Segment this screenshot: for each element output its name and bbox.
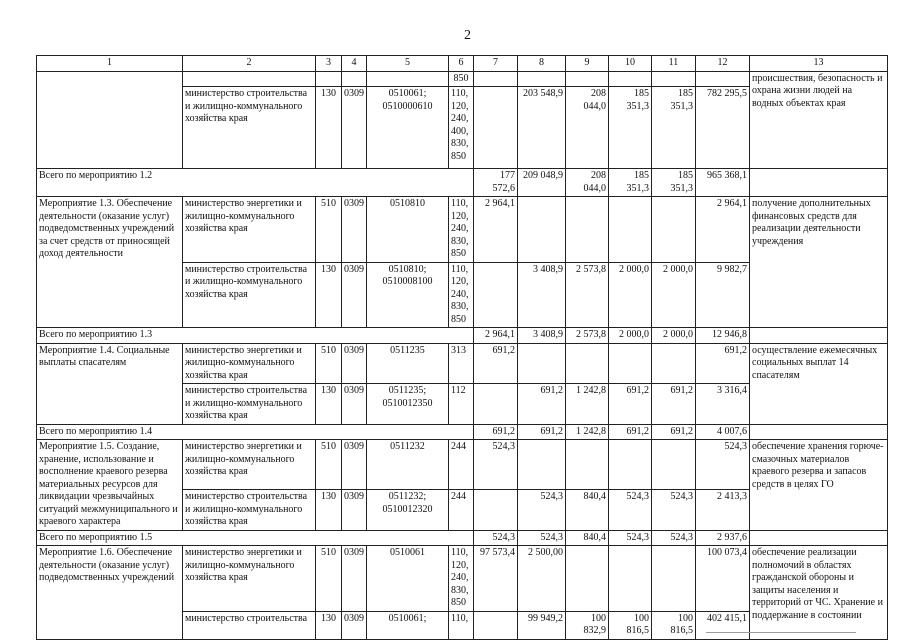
value-cell: 2 000,0 bbox=[652, 262, 696, 328]
total-cell: 3 316,4 bbox=[696, 384, 750, 425]
expense-type-cell: 244 bbox=[449, 440, 474, 490]
value-cell: 2 000,0 bbox=[609, 328, 652, 344]
measure-name-cell bbox=[37, 71, 183, 169]
rzpr-cell: 0309 bbox=[342, 384, 367, 425]
column-number: 13 bbox=[750, 56, 888, 72]
column-number: 1 bbox=[37, 56, 183, 72]
executor-cell: министерство энергетики и жилищно-коммунального хозяйства края bbox=[183, 440, 316, 490]
rzpr-cell: 0309 bbox=[342, 611, 367, 639]
total-label: Всего по мероприятию 1.4 bbox=[37, 424, 474, 440]
grbs-cell: 130 bbox=[316, 490, 342, 531]
table-row bbox=[37, 197, 888, 263]
executor-cell: министерство строительства и жилищно-коммунального хозяйства края bbox=[183, 490, 316, 531]
grbs-cell: 130 bbox=[316, 262, 342, 328]
value-cell bbox=[609, 440, 652, 490]
value-cell bbox=[474, 262, 518, 328]
total-cell: 965 368,1 bbox=[696, 169, 750, 197]
executor-cell: министерство энергетики и жилищно-коммунального хозяйства края bbox=[183, 343, 316, 384]
value-cell: 2 573,8 bbox=[566, 328, 609, 344]
total-cell: 2 413,3 bbox=[696, 490, 750, 531]
value-cell: 100 816,5 bbox=[652, 611, 696, 639]
value-cell: 208 044,0 bbox=[566, 169, 609, 197]
grbs-cell: 510 bbox=[316, 343, 342, 384]
table-row bbox=[37, 546, 888, 612]
grbs-cell: 130 bbox=[316, 611, 342, 639]
value-cell: 524,3 bbox=[652, 530, 696, 546]
total-cell: 2 964,1 bbox=[696, 197, 750, 263]
total-row bbox=[37, 530, 888, 546]
grbs-cell: 510 bbox=[316, 546, 342, 612]
total-row bbox=[37, 424, 888, 440]
value-cell bbox=[609, 343, 652, 384]
value-cell: 1 242,8 bbox=[566, 424, 609, 440]
value-cell bbox=[609, 546, 652, 612]
table-row bbox=[37, 343, 888, 384]
measure-name-cell: Мероприятие 1.6. Обеспечение деятельности (оказание услуг) подведомственных учреждений bbox=[37, 546, 183, 640]
value-cell: 691,2 bbox=[652, 384, 696, 425]
value-cell bbox=[518, 343, 566, 384]
value-cell bbox=[652, 546, 696, 612]
csr-cell: 0510810 bbox=[367, 197, 449, 263]
expense-type-cell: 313 bbox=[449, 343, 474, 384]
value-cell: 185 351,3 bbox=[652, 87, 696, 169]
column-number: 4 bbox=[342, 56, 367, 72]
value-cell: 2 573,8 bbox=[566, 262, 609, 328]
value-cell: 185 351,3 bbox=[609, 87, 652, 169]
rzpr-cell: 0309 bbox=[342, 343, 367, 384]
value-cell: 524,3 bbox=[474, 530, 518, 546]
value-cell bbox=[566, 197, 609, 263]
executor-cell: министерство строительства и жилищно-коммунального хозяйства края bbox=[183, 87, 316, 169]
csr-cell: 0511235 bbox=[367, 343, 449, 384]
value-cell bbox=[474, 87, 518, 169]
result-cell: получение дополнительных финансовых средств для реализации деятельности учреждения bbox=[750, 197, 888, 328]
value-cell: 2 964,1 bbox=[474, 197, 518, 263]
value-cell bbox=[652, 343, 696, 384]
value-cell: 1 242,8 bbox=[566, 384, 609, 425]
value-cell: 2 000,0 bbox=[609, 262, 652, 328]
total-row bbox=[37, 328, 888, 344]
table-row bbox=[37, 71, 888, 87]
value-cell: 203 548,9 bbox=[518, 87, 566, 169]
value-cell bbox=[566, 343, 609, 384]
total-row bbox=[37, 169, 888, 197]
csr-cell: 0511232; 0510012320 bbox=[367, 490, 449, 531]
value-cell: 524,3 bbox=[518, 490, 566, 531]
grbs-cell: 130 bbox=[316, 87, 342, 169]
value-cell: 524,3 bbox=[652, 490, 696, 531]
value-cell: 100 832,9 bbox=[566, 611, 609, 639]
value-cell: 100 816,5 bbox=[609, 611, 652, 639]
value-cell: 2 000,0 bbox=[652, 328, 696, 344]
value-cell bbox=[566, 440, 609, 490]
value-cell: 3 408,9 bbox=[518, 328, 566, 344]
column-number: 8 bbox=[518, 56, 566, 72]
measure-name-cell: Мероприятие 1.3. Обеспечение деятельности (оказание услуг) подведомственных учреждений за счет средств от приносящей доход деятельности bbox=[37, 197, 183, 328]
csr-cell: 0510061 bbox=[367, 546, 449, 612]
value-cell bbox=[652, 440, 696, 490]
grbs-cell: 510 bbox=[316, 440, 342, 490]
value-cell: 691,2 bbox=[518, 424, 566, 440]
total-cell: 782 295,5 bbox=[696, 87, 750, 169]
column-number-row bbox=[37, 56, 888, 72]
expense-type-cell: 110, 120, 240, 830, 850 bbox=[449, 197, 474, 263]
column-number: 10 bbox=[609, 56, 652, 72]
value-cell bbox=[474, 490, 518, 531]
value-cell: 99 949,2 bbox=[518, 611, 566, 639]
expense-type-cell: 112 bbox=[449, 384, 474, 425]
rzpr-cell: 0309 bbox=[342, 490, 367, 531]
value-cell: 209 048,9 bbox=[518, 169, 566, 197]
expense-type-cell: 110, 120, 240, 830, 850 bbox=[449, 546, 474, 612]
grbs-cell: 510 bbox=[316, 197, 342, 263]
executor-cell: министерство энергетики и жилищно-коммунального хозяйства края bbox=[183, 546, 316, 612]
column-number: 5 bbox=[367, 56, 449, 72]
executor-cell: министерство строительства bbox=[183, 611, 316, 639]
value-cell bbox=[474, 384, 518, 425]
budget-table bbox=[36, 55, 888, 640]
column-number: 12 bbox=[696, 56, 750, 72]
total-label: Всего по мероприятию 1.5 bbox=[37, 530, 474, 546]
total-label: Всего по мероприятию 1.3 bbox=[37, 328, 474, 344]
column-number: 3 bbox=[316, 56, 342, 72]
value-cell bbox=[652, 197, 696, 263]
total-cell: 4 007,6 bbox=[696, 424, 750, 440]
total-cell: 9 982,7 bbox=[696, 262, 750, 328]
value-cell: 691,2 bbox=[474, 343, 518, 384]
value-cell bbox=[566, 546, 609, 612]
expense-type-cell: 110, bbox=[449, 611, 474, 639]
table-row bbox=[37, 440, 888, 490]
rzpr-cell: 0309 bbox=[342, 440, 367, 490]
executor-cell: министерство энергетики и жилищно-коммунального хозяйства края bbox=[183, 197, 316, 263]
expense-type-cell: 110, 120, 240, 400, 830, 850 bbox=[449, 87, 474, 169]
value-cell bbox=[518, 197, 566, 263]
result-cell: обеспечение хранения горюче-смазочных материалов краевого резерва и запасов средств в целях ГО bbox=[750, 440, 888, 531]
expense-type-cell: 850 bbox=[449, 71, 474, 87]
value-cell: 2 500,00 bbox=[518, 546, 566, 612]
total-cell: 2 937,6 bbox=[696, 530, 750, 546]
column-number: 9 bbox=[566, 56, 609, 72]
value-cell: 177 572,6 bbox=[474, 169, 518, 197]
value-cell: 185 351,3 bbox=[652, 169, 696, 197]
column-number: 6 bbox=[449, 56, 474, 72]
csr-cell: 0510061; bbox=[367, 611, 449, 639]
value-cell: 691,2 bbox=[609, 384, 652, 425]
value-cell: 840,4 bbox=[566, 490, 609, 531]
expense-type-cell: 244 bbox=[449, 490, 474, 531]
column-number: 11 bbox=[652, 56, 696, 72]
total-cell: 100 073,4 bbox=[696, 546, 750, 612]
value-cell: 691,2 bbox=[518, 384, 566, 425]
value-cell: 524,3 bbox=[474, 440, 518, 490]
total-cell: 12 946,8 bbox=[696, 328, 750, 344]
result-cell: осуществление ежемесячных социальных выплат 14 спасателям bbox=[750, 343, 888, 424]
csr-cell: 0510061; 0510000610 bbox=[367, 87, 449, 169]
value-cell bbox=[609, 197, 652, 263]
value-cell: 691,2 bbox=[609, 424, 652, 440]
executor-cell: министерство строительства и жилищно-коммунального хозяйства края bbox=[183, 262, 316, 328]
value-cell bbox=[474, 611, 518, 639]
total-label: Всего по мероприятию 1.2 bbox=[37, 169, 474, 197]
csr-cell: 0511235; 0510012350 bbox=[367, 384, 449, 425]
value-cell: 208 044,0 bbox=[566, 87, 609, 169]
value-cell: 2 964,1 bbox=[474, 328, 518, 344]
value-cell: 691,2 bbox=[474, 424, 518, 440]
value-cell: 840,4 bbox=[566, 530, 609, 546]
value-cell: 3 408,9 bbox=[518, 262, 566, 328]
value-cell: 524,3 bbox=[518, 530, 566, 546]
value-cell bbox=[518, 440, 566, 490]
rzpr-cell: 0309 bbox=[342, 87, 367, 169]
value-cell: 524,3 bbox=[609, 530, 652, 546]
csr-cell: 0510810; 0510008100 bbox=[367, 262, 449, 328]
column-number: 7 bbox=[474, 56, 518, 72]
column-number: 2 bbox=[183, 56, 316, 72]
rzpr-cell: 0309 bbox=[342, 197, 367, 263]
page-number: 2 bbox=[464, 28, 471, 43]
rzpr-cell: 0309 bbox=[342, 546, 367, 612]
rzpr-cell: 0309 bbox=[342, 262, 367, 328]
expense-type-cell: 110, 120, 240, 830, 850 bbox=[449, 262, 474, 328]
total-cell: 402 415,1 bbox=[696, 611, 750, 639]
value-cell: 524,3 bbox=[609, 490, 652, 531]
scan-artifact-line bbox=[706, 632, 856, 635]
total-cell: 524,3 bbox=[696, 440, 750, 490]
csr-cell: 0511232 bbox=[367, 440, 449, 490]
result-cell: происшествия, безопасность и охрана жизни людей на водных объектах края bbox=[750, 71, 888, 169]
executor-cell: министерство строительства и жилищно-коммунального хозяйства края bbox=[183, 384, 316, 425]
value-cell: 97 573,4 bbox=[474, 546, 518, 612]
value-cell: 691,2 bbox=[652, 424, 696, 440]
result-cell: обеспечение реализации полномочий в областях гражданской обороны и защиты населения и территорий от ЧС. Хранение и поддержание в состоянии bbox=[750, 546, 888, 640]
value-cell: 185 351,3 bbox=[609, 169, 652, 197]
executor-cell bbox=[183, 71, 316, 87]
total-cell: 691,2 bbox=[696, 343, 750, 384]
grbs-cell: 130 bbox=[316, 384, 342, 425]
measure-name-cell: Мероприятие 1.4. Социальные выплаты спасателям bbox=[37, 343, 183, 424]
measure-name-cell: Мероприятие 1.5. Создание, хранение, использование и восполнение краевого резерва материальных ресурсов для ликвидации чрезвычайных ситуаций межмуниципального и краевого характера bbox=[37, 440, 183, 531]
